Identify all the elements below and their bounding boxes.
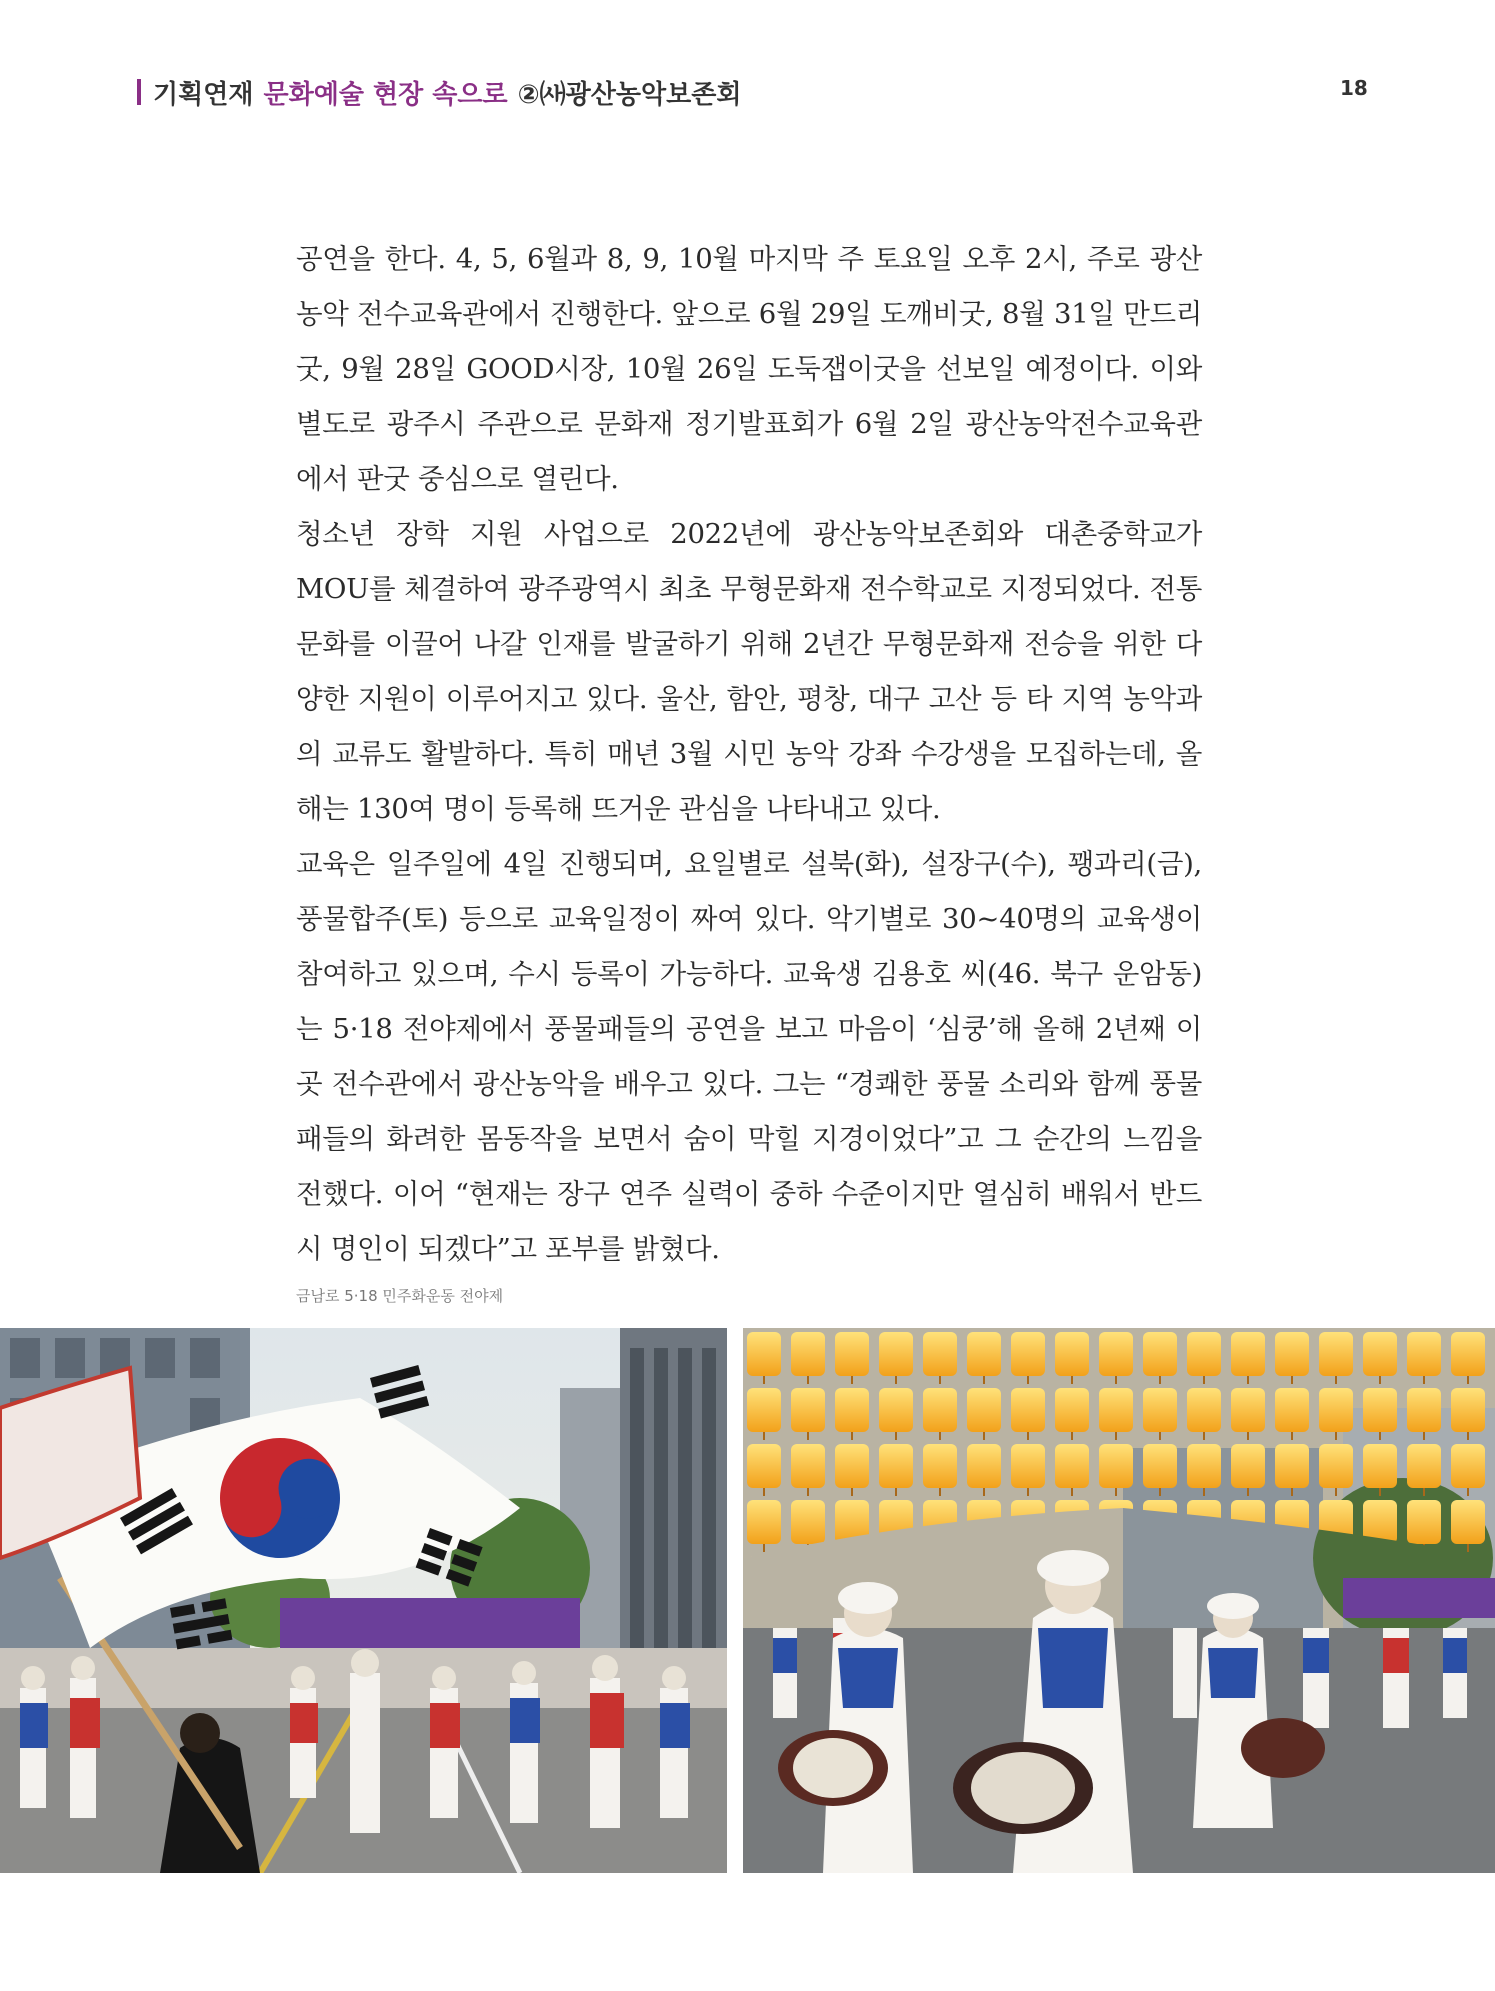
article-body xyxy=(296,232,1202,1277)
header-topic: 문화예술 현장 속으로 xyxy=(263,79,508,110)
paragraph-3: 교육은 일주일에 4일 진행되며, 요일별로 설북(화), 설장구(수), 꽹과리(금), 풍물합주(토) 등으로 교육일정이 짜여 있다. 악기별로 30~40명의 교육생이 참여하고 있으며, 수시 등록이 가능하다. 교육생 김용호 씨(46. 북구 운암동)는 5·18 전야제에서 풍물패들의 공연을 보고 마음이 ‘심쿵’해 올해 2년째 이곳 전수관에서 광산농악을 배우고 있다. 그는 “경쾌한 풍물 소리와 함께 풍물패들의 화려한 몸동작을 보면서 숨이 막힐 지경이었다”고 그 순간의 느낌을 전했다. 이어 “현재는 장구 연주 실력이 중하 수준이지만 열심히 배워서 반드시 명인이 되겠다”고 포부를 밝혔다. xyxy=(296,848,1202,1265)
photo-caption: 금남로 5·18 민주화운동 전야제 xyxy=(296,1287,504,1305)
header-series: 기획연재 xyxy=(153,79,254,110)
paragraph-1: 공연을 한다. 4, 5, 6월과 8, 9, 10월 마지막 주 토요일 오후 2시, 주로 광산농악 전수교육관에서 진행한다. 앞으로 6월 29일 도깨비굿, 8월 31일 만드리굿, 9월 28일 GOOD시장, 10월 26일 도둑잽이굿을 선보일 예정이다. 이와 별도로 광주시 주관으로 문화재 정기발표회가 6월 2일 광산농악전수교육관에서 판굿 중심으로 열린다. xyxy=(296,243,1202,495)
photo-parade-flag xyxy=(0,1328,727,1873)
header-accent-bar xyxy=(137,79,141,105)
page-header xyxy=(137,72,741,112)
photo-drummers-lanterns xyxy=(743,1328,1495,1873)
paragraph-2: 청소년 장학 지원 사업으로 2022년에 광산농악보존회와 대촌중학교가 MOU를 체결하여 광주광역시 최초 무형문화재 전수학교로 지정되었다. 전통문화를 이끌어 나갈 인재를 발굴하기 위해 2년간 무형문화재 전승을 위한 다양한 지원이 이루어지고 있다. 울산, 함안, 평창, 대구 고산 등 타 지역 농악과의 교류도 활발하다. 특히 매년 3월 시민 농악 강좌 수강생을 모집하는데, 올해는 130여 명이 등록해 뜨거운 관심을 나타내고 있다. xyxy=(296,518,1202,825)
header-org: ②㈔광산농악보존회 xyxy=(517,79,742,110)
page-number: 18 xyxy=(1340,76,1368,100)
